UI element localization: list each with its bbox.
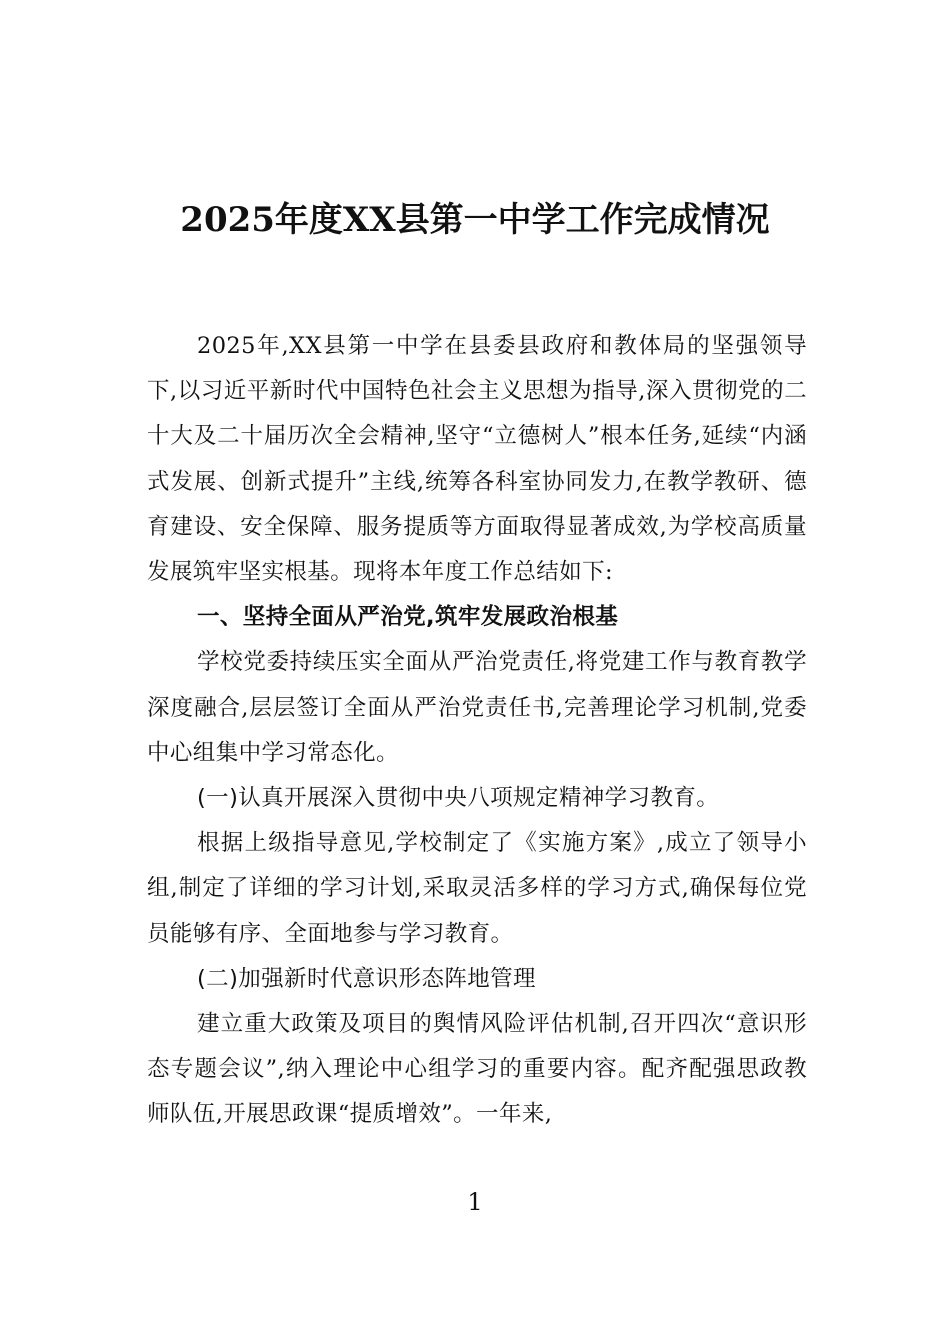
subsection-heading-1: (一)认真开展深入贯彻中央八项规定精神学习教育。: [197, 785, 720, 812]
document-body: [147, 324, 807, 1138]
paragraph-party-building: 学校党委持续压实全面从严治党责任,将党建工作与教育教学深度融合,层层签订全面从严治党责任书,完善理论学习机制,党委中心组集中学习常态化。: [147, 649, 807, 766]
document-title: 2025年度XX县第一中学工作完成情况: [180, 200, 770, 240]
paragraph-study-education: 根据上级指导意见,学校制定了《实施方案》,成立了领导小组,制定了详细的学习计划,采取灵活多样的学习方式,确保每位党员能够有序、全面地参与学习教育。: [147, 830, 807, 947]
paragraph-intro: 2025年,XX县第一中学在县委县政府和教体局的坚强领导下,以习近平新时代中国特色社会主义思想为指导,深入贯彻党的二十大及二十届历次全会精神,坚守“立德树人”根本任务,延续“内涵式发展、创新式提升”主线,统筹各科室协同发力,在教学教研、德育建设、安全保障、服务提质等方面取得显著成效,为学校高质量发展筑牢坚实根基。现将本年度工作总结如下:: [147, 333, 807, 586]
subsection-heading-2: (二)加强新时代意识形态阵地管理: [197, 965, 536, 992]
page-number: 1: [467, 1188, 483, 1216]
section-heading-1: 一、坚持全面从严治党,筑牢发展政治根基: [197, 604, 619, 631]
paragraph-ideology: 建立重大政策及项目的舆情风险评估机制,召开四次“意识形态专题会议”,纳入理论中心组学习的重要内容。配齐配强思政教师队伍,开展思政课“提质增效”。一年来,: [147, 1011, 807, 1128]
